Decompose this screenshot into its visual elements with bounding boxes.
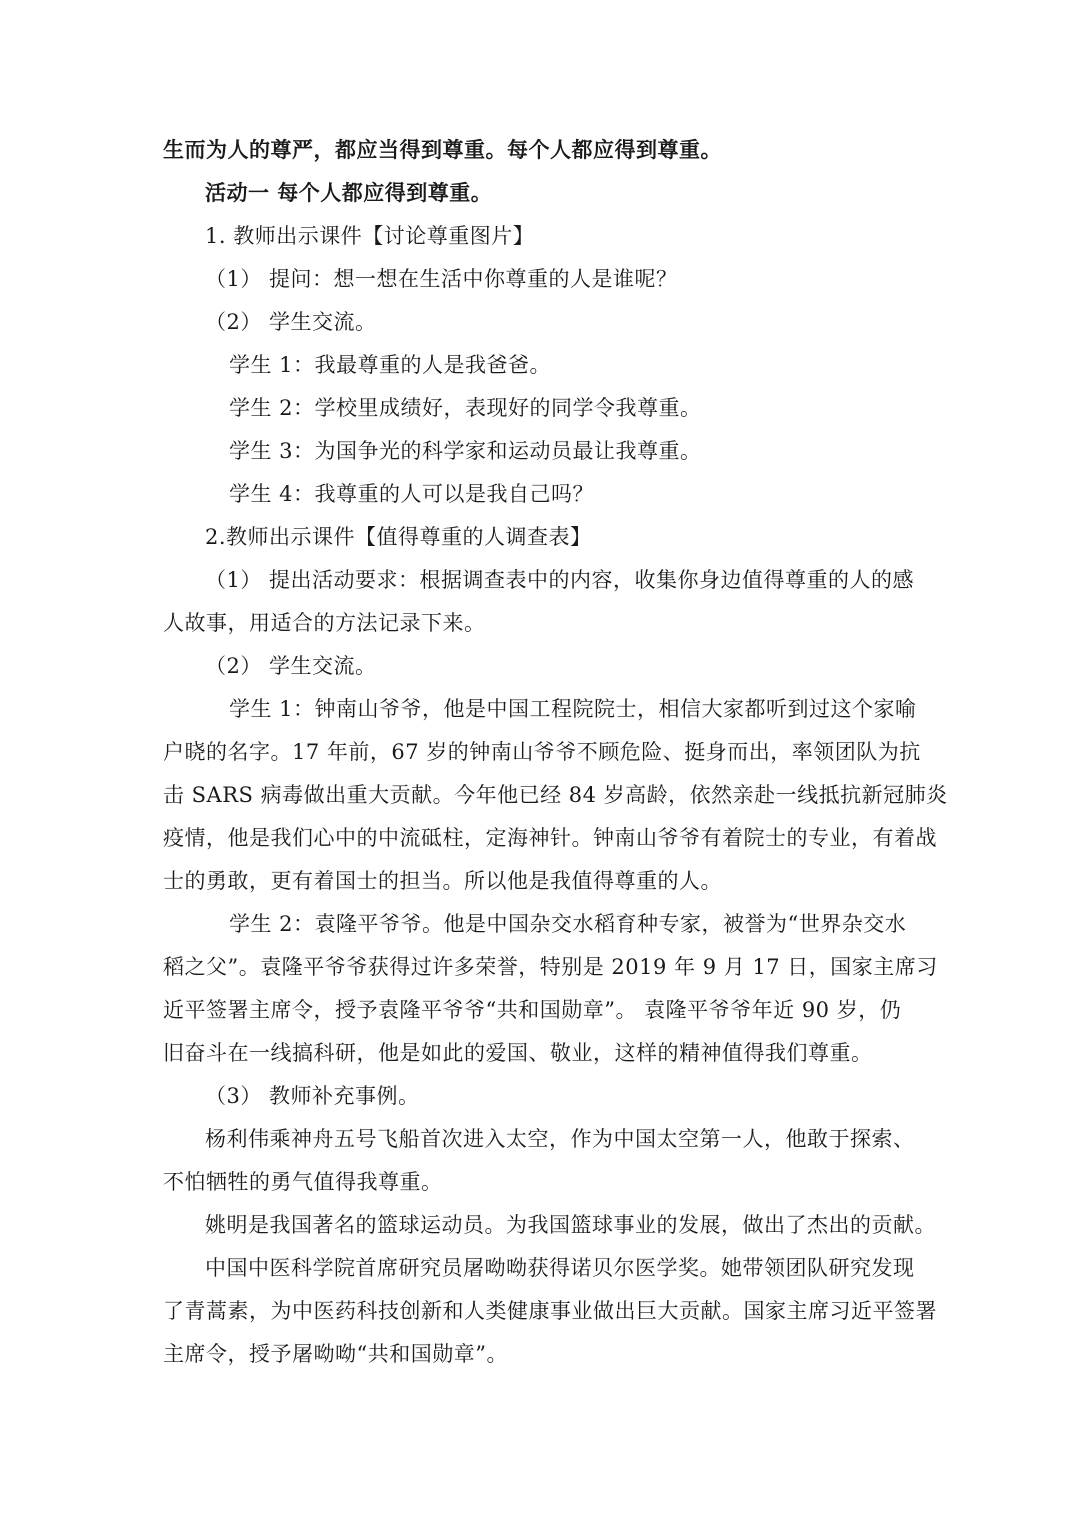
student-answer: 学生 4：我尊重的人可以是我自己吗？ [229, 482, 595, 506]
step-heading: 1. 教师出示课件【讨论尊重图片】 [205, 224, 535, 248]
sub-step: （2） 学生交流。 [205, 654, 377, 678]
student-answer: 学生 1：钟南山爷爷，他是中国工程院院士，相信大家都听到过这个家喻 [229, 697, 917, 721]
paragraph-line: 了青蒿素，为中医药科技创新和人类健康事业做出巨大贡献。国家主席习近平签署 [163, 1299, 937, 1323]
student-answer: 学生 1：我最尊重的人是我爸爸。 [229, 353, 552, 377]
student-answer: 学生 3：为国争光的科学家和运动员最让我尊重。 [229, 439, 702, 463]
paragraph-line: 杨利伟乘神舟五号飞船首次进入太空，作为中国太空第一人，他敢于探索、 [205, 1127, 915, 1151]
sub-step: （3） 教师补充事例。 [205, 1084, 420, 1108]
paragraph-line: 稻之父”。袁隆平爷爷获得过许多荣誉，特别是 2019 年 9 月 17 日，国家主席习 [163, 955, 938, 979]
paragraph-line: 旧奋斗在一线搞科研，他是如此的爱国、敬业，这样的精神值得我们尊重。 [163, 1041, 873, 1065]
paragraph-line: 主席令，授予屠呦呦“共和国勋章”。 [163, 1342, 508, 1366]
paragraph-line: 不怕牺牲的勇气值得我尊重。 [163, 1170, 443, 1194]
paragraph-line: 户晓的名字。17 年前，67 岁的钟南山爷爷不顾危险、挺身而出，率领团队为抗 [163, 740, 921, 764]
paragraph-line: 击 SARS 病毒做出重大贡献。今年他已经 84 岁高龄，依然亲赴一线抵抗新冠肺炎 [163, 783, 948, 807]
sub-step: （1） 提出活动要求：根据调查表中的内容，收集你身边值得尊重的人的感 [205, 568, 915, 592]
paragraph-line: 人故事，用适合的方法记录下来。 [163, 611, 486, 635]
paragraph-line: 近平签署主席令，授予袁隆平爷爷“共和国勋章”。 袁隆平爷爷年近 90 岁，仍 [163, 998, 902, 1022]
student-answer: 学生 2：学校里成绩好，表现好的同学令我尊重。 [229, 396, 702, 420]
activity-heading: 活动一 每个人都应得到尊重。 [205, 180, 493, 205]
paragraph-line: 士的勇敢，更有着国士的担当。所以他是我值得尊重的人。 [163, 869, 722, 893]
sub-step: （2） 学生交流。 [205, 310, 377, 334]
sub-step: （1） 提问：想一想在生活中你尊重的人是谁呢？ [205, 267, 678, 291]
step-heading: 2.教师出示课件【值得尊重的人调查表】 [205, 525, 592, 549]
paragraph-line: 中国中医科学院首席研究员屠呦呦获得诺贝尔医学奖。她带领团队研究发现 [205, 1256, 915, 1280]
student-answer: 学生 2：袁隆平爷爷。他是中国杂交水稻育种专家，被誉为“世界杂交水 [229, 912, 907, 936]
paragraph-line: 疫情，他是我们心中的中流砥柱，定海神针。钟南山爷爷有着院士的专业，有着战 [163, 826, 937, 850]
paragraph-line: 生而为人的尊严，都应当得到尊重。每个人都应得到尊重。 [163, 137, 722, 162]
paragraph-line: 姚明是我国著名的篮球运动员。为我国篮球事业的发展，做出了杰出的贡献。 [205, 1213, 936, 1237]
